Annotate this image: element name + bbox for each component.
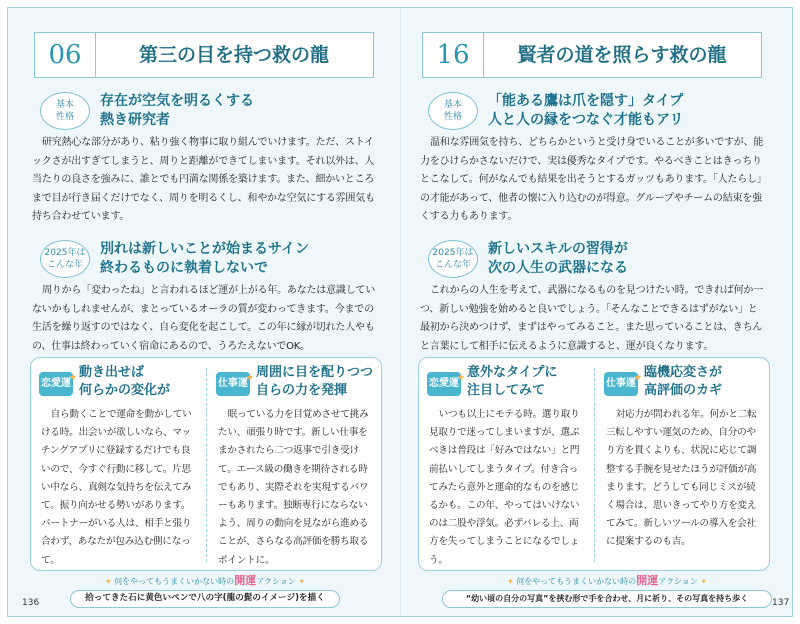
lucky-action-header: ✦ 何をやってもうまくいかない時の開運アクション ✦ — [506, 574, 708, 587]
basic-personality-title: 「能ある鷹は爪を隠す」タイプ 人と人の縁をつなぐ才能もアリ — [488, 93, 684, 128]
year-text: 周りから「変わったね」と言われるほど運が上がる年。あなたは意識していないかもしれませんが、まとっているオーラの質が変わってきます。今までの生活を繰り返すのではなく、自ら変化を起こして。この年に縁が切れた人やもの、仕事は終わっていく宿命にあるので、うろたえないでOK。 — [32, 285, 376, 352]
basic-personality-title: 存在が空気を明るくする 熱き研究者 — [100, 93, 254, 128]
box-divider — [594, 368, 595, 562]
chapter-title: 第三の目を持つ救の龍 — [138, 44, 329, 66]
love-fortune-text: 自ら動くことで運命を動かしていける時。出会いが欲しいなら、マッチングアプリに登録するだけでも良いので、今すぐ行動に移して。片思い中なら、真剣な気持ちを伝えてみて。振り向かせる勢いがあります。パートナーがいる人は、相手と張り合わず、あなたが包み込む側になって。 — [41, 409, 192, 566]
love-fortune-title: 意外なタイプに 注目してみて — [467, 365, 558, 398]
year-section — [32, 240, 378, 280]
basic-personality-section — [420, 92, 766, 132]
love-fortune-box — [33, 358, 203, 570]
fortune-boxes — [30, 357, 382, 571]
chapter-number: 16 — [423, 33, 484, 77]
chapter-header — [34, 32, 374, 78]
lucky-action-text: “幼い頃の自分の写真”を挟む形で手を合わせ、月に祈り、その写真を持ち歩く — [442, 590, 772, 608]
love-fortune-box — [421, 358, 591, 570]
sparkle-icon: ✦ — [700, 577, 708, 586]
basic-personality-section — [32, 92, 378, 132]
left-page — [8, 8, 400, 616]
work-fortune-text: 眠っている力を目覚めさせて挑みたい、頑張り時です。新しい仕事をまかされたら二つ返事で引き受けて。エース級の働きを期待される時でもあり、実際それを実現するパワーもあります。独断専行にならないよう、周りの動向を見ながら進めることが、さらなる高評価を勝ち取るポイントに。 — [218, 409, 369, 566]
lucky-action-text: 拾ってきた石に黄色いペンで八の字(龍の髭のイメージ)を描く — [70, 590, 340, 608]
chapter-title: 賢者の道を照らす救の龍 — [517, 44, 727, 66]
work-fortune-box — [210, 358, 380, 570]
year-badge: 2025年は こんな年 — [428, 240, 478, 278]
work-fortune-text: 対応力が問われる年。何かと二転三転しやすい運気のため、自分のやり方を貫くよりも、状況に応じて調整する手腕を見せたほうが評価が高まります。どうしても同じミスが続く場合は、思いきってやり方を変えてみて。新しいツールの導入を会社に提案するのも吉。 — [606, 409, 757, 548]
basic-personality-text: 研究熱心な部分があり、粘り強く物事に取り組んでいけます。ただ、ストイックさが出すぎてしまうと、周りと距離ができてしまいます。それ以外は、人当たりの良さを強みに、誰とでも円満な関係を築けます。また、細かいところまで目が行き届くだけでなく、周りを明るくし、和やかな空気にする雰囲気も持ち合わせています。 — [32, 137, 375, 222]
heart-icon: 恋愛運 ★ — [39, 372, 73, 396]
basic-personality-badge: 基本 性格 — [428, 92, 478, 130]
work-fortune-title: 周囲に目を配りつつ 自らの力を発揮 — [256, 365, 374, 398]
sparkle-icon: ✦ — [506, 577, 514, 586]
fortune-boxes — [418, 357, 770, 571]
year-text: これからの人生を考えて、武器になるものを見つけたい時。できれば何か一つ、新しい勉強を始めると良いでしょう。「そんなことできるはずがない」と最初から決めつけず、まずはやってみること。また思っていることは、きちんと言葉にして相手に伝えるように意識すると、運が良くなります。 — [420, 285, 763, 352]
page-number: 137 — [772, 598, 790, 608]
lucky-action-header: ✦ 何をやってもうまくいかない時の開運アクション ✦ — [104, 574, 306, 587]
lucky-action — [442, 574, 772, 608]
chapter-number: 06 — [35, 33, 96, 77]
chapter-header — [422, 32, 762, 78]
book-spread — [7, 7, 793, 617]
page-number: 136 — [22, 598, 40, 608]
sparkle-icon: ✦ — [104, 577, 112, 586]
year-title: 新しいスキルの習得が 次の人生の武器になる — [488, 241, 628, 276]
year-section — [420, 240, 766, 280]
love-fortune-text: いつも以上にモテる時。選り取り見取りで迷ってしまいますが、選ぶべきは普段は「好みではない」と門前払いしてしまうタイプ。付き合ってみたら意外と運命的なものを感じるかも。この年、やってはいけないのは二股や浮気。必ずバレる上、両方を失ってしまうことになるでしょう。 — [429, 409, 580, 566]
heart-icon: 恋愛運 ★ — [427, 372, 461, 396]
sparkle-icon: ✦ — [298, 577, 306, 586]
lucky-action — [70, 574, 340, 608]
year-title: 別れは新しいことが始まるサイン 終わるものに執着しないで — [100, 241, 310, 276]
basic-personality-text: 温和な雰囲気を持ち、どちらかというと受け身でいることが多いですが、能力をひけらかさないだけで、実は優秀なタイプです。やるべきことはきっちりとこなして。何がなんでも結果を出そうとするガッツもあります。「人たらし」の才能があって、他者の懐に入り込むのが得意。グループやチームの結束を強くする力もあります。 — [420, 137, 764, 222]
love-fortune-title: 動き出せば 何らかの変化が — [79, 365, 171, 398]
briefcase-icon: 仕事運 ★ — [216, 372, 250, 396]
briefcase-icon: 仕事運 ★ — [604, 372, 638, 396]
basic-personality-badge: 基本 性格 — [40, 92, 90, 130]
work-fortune-title: 臨機応変さが 高評価のカギ — [644, 365, 723, 398]
box-divider — [206, 368, 207, 562]
work-fortune-box — [598, 358, 768, 570]
right-page — [402, 8, 794, 616]
year-badge: 2025年は こんな年 — [40, 240, 90, 278]
